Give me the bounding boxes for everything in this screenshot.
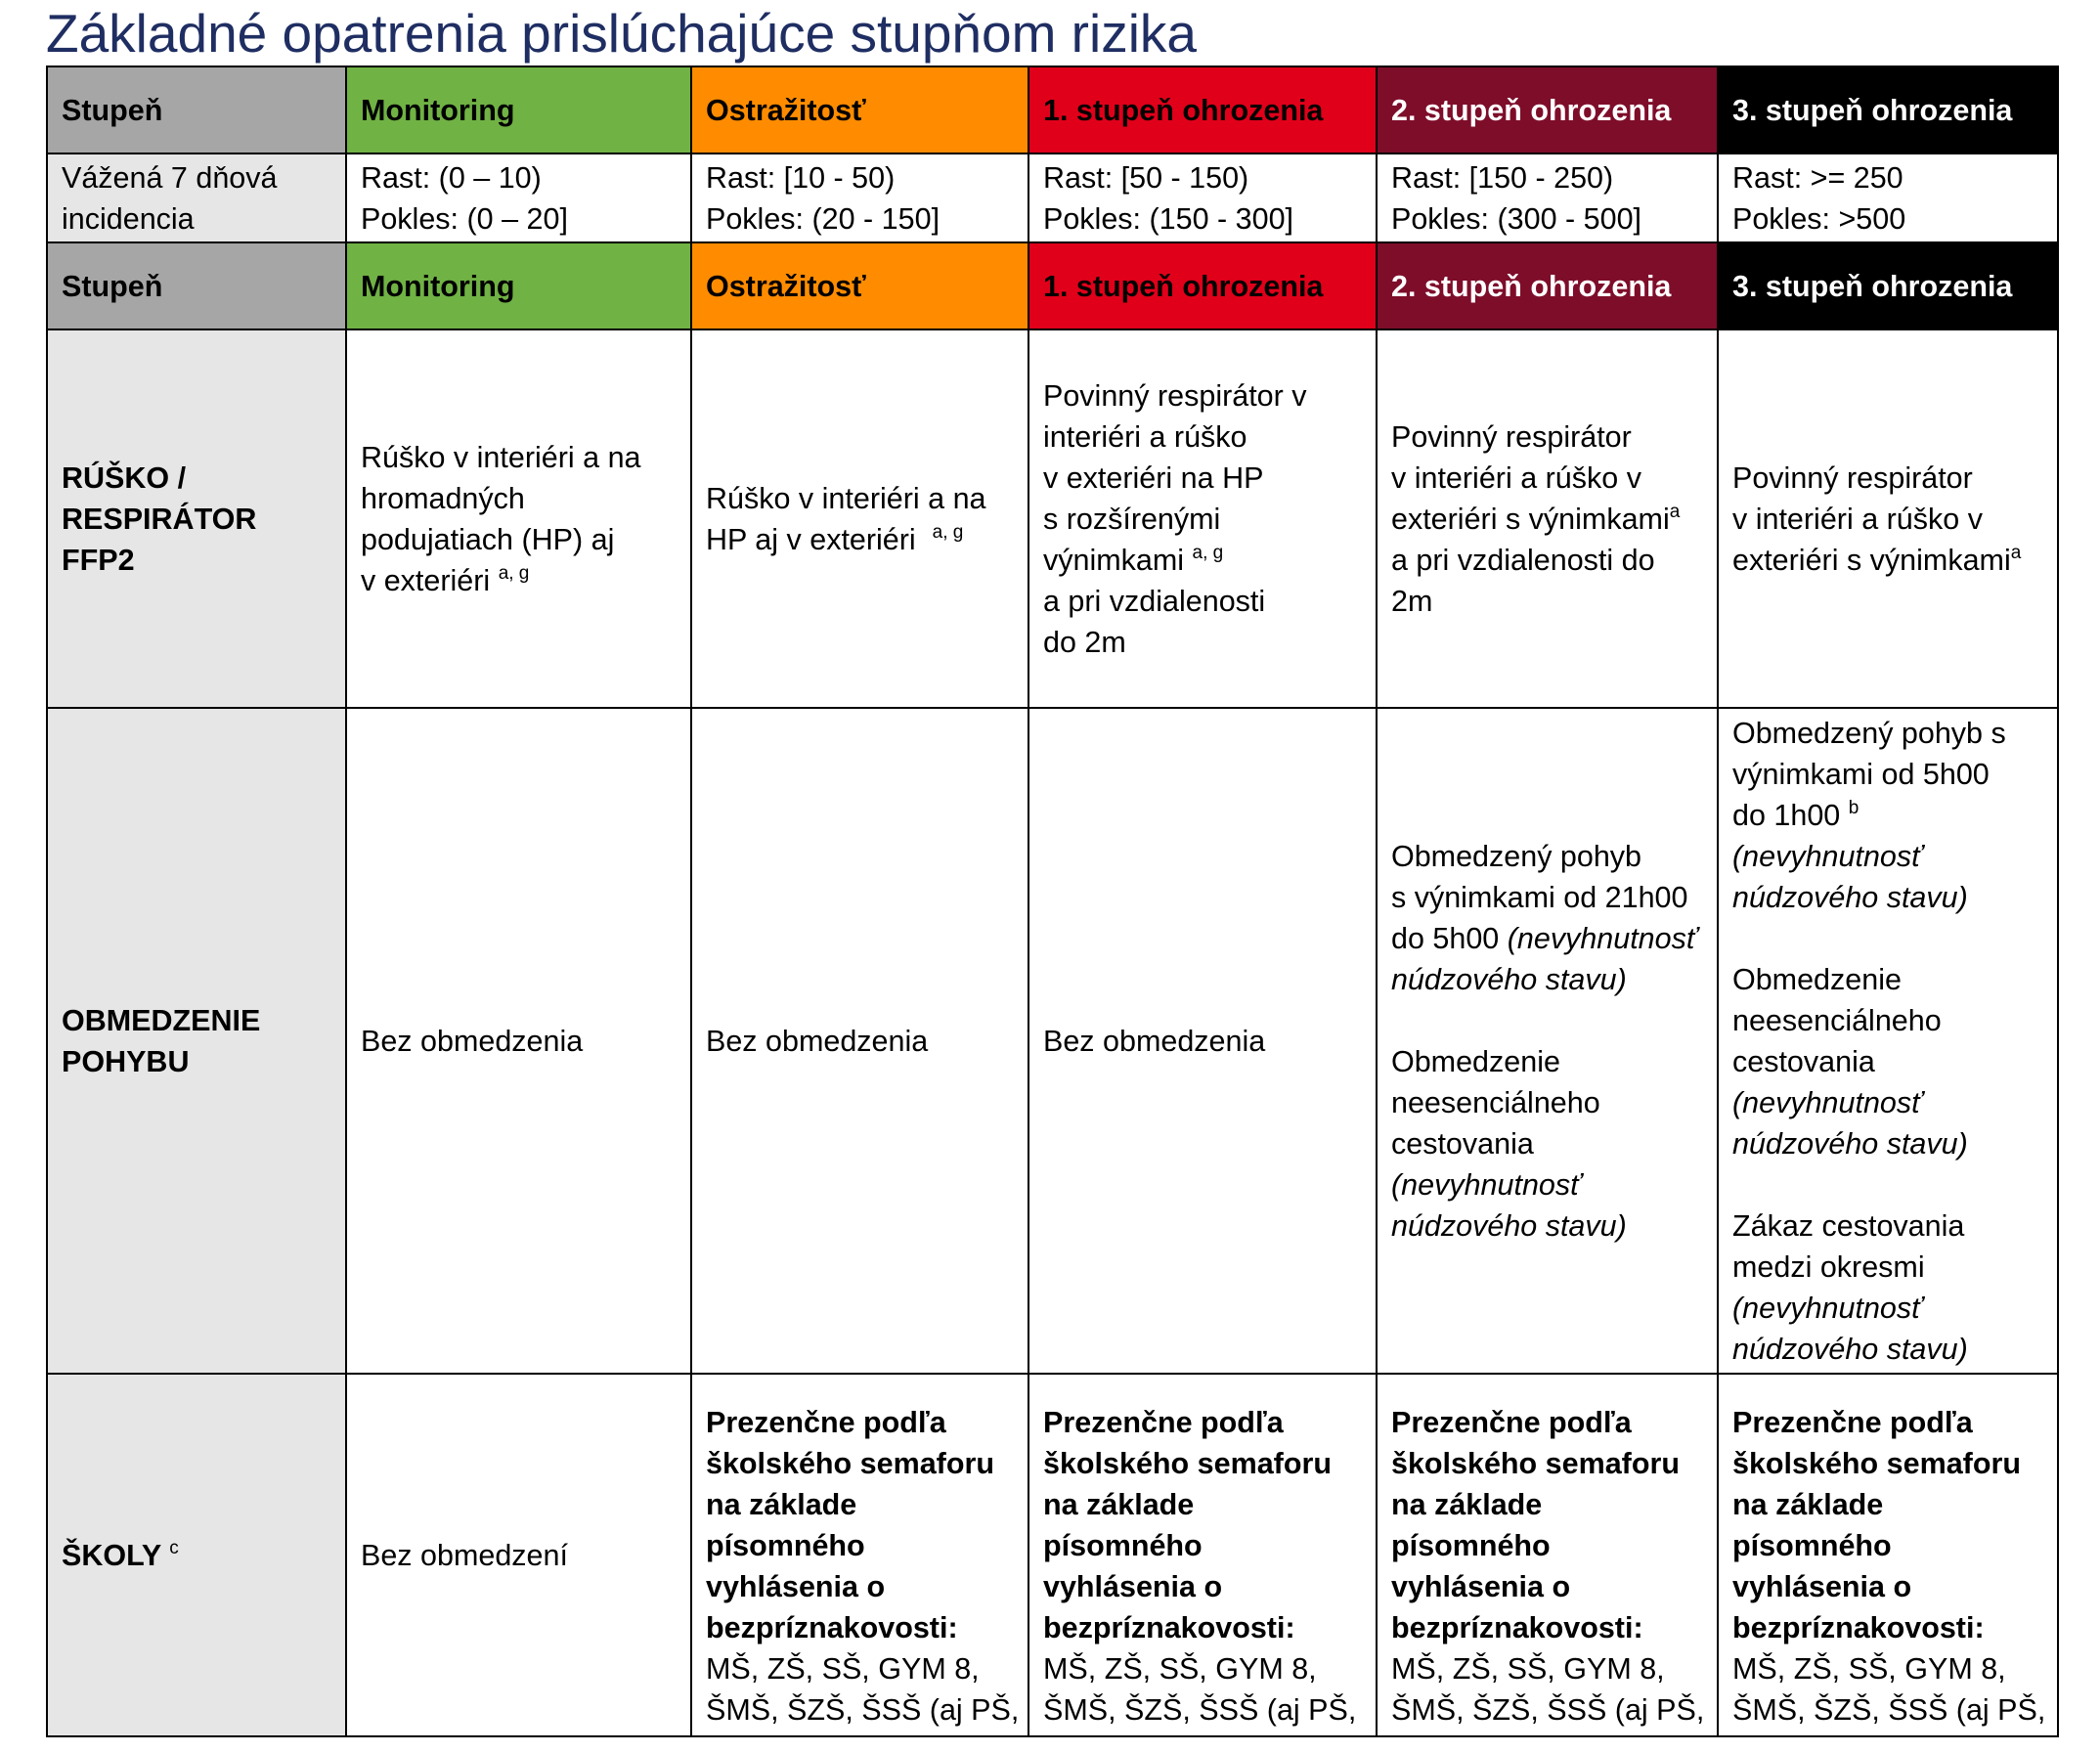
- incidence-rast: Rast: [150 - 250): [1391, 160, 1614, 195]
- text-line: v interiéri a rúško v: [1391, 460, 1641, 495]
- incidence-pokles: Pokles: >500: [1732, 201, 1906, 236]
- skoly-level-2: [1377, 1374, 1718, 1736]
- footnote-ref: a, g: [1192, 542, 1224, 563]
- text-line-bold: bezpríznakovosti:: [1391, 1611, 1643, 1644]
- text-line: Obmedzenie: [1391, 1044, 1560, 1078]
- text-line: podujatiach (HP) aj: [361, 522, 615, 556]
- text-line-italic: (nevyhnutnosť: [1391, 1167, 1581, 1202]
- text-line-bold: školského semaforu: [706, 1447, 994, 1480]
- text-line-italic: (nevyhnutnosť: [1732, 839, 1922, 873]
- text-line: interiéri a rúško: [1043, 419, 1247, 454]
- text-line: hromadných: [361, 481, 525, 515]
- text-line: HP aj v exteriéri: [706, 522, 916, 556]
- text-line: exteriéri s výnimkami: [1732, 543, 2011, 577]
- skoly-level-1: [1028, 1374, 1377, 1736]
- pohyb-level-3: [1718, 708, 2058, 1374]
- text-line-bold: bezpríznakovosti:: [1043, 1611, 1295, 1644]
- rusko-ostrazitost: [691, 329, 1028, 708]
- text-line: výnimkami: [1043, 543, 1185, 577]
- pohyb-monitoring: Bez obmedzenia: [346, 708, 691, 1374]
- text-line: MŠ, ZŠ, SŠ, GYM 8,: [1391, 1652, 1665, 1686]
- text-line-bold: bezpríznakovosti:: [706, 1611, 958, 1644]
- pohyb-label-line: OBMEDZENIE: [62, 1003, 261, 1037]
- text-line-italic: (nevyhnutnosť: [1732, 1085, 1922, 1119]
- text-line: Rúško v interiéri a na: [706, 481, 986, 515]
- text-line: v interiéri a rúško v: [1732, 502, 1983, 536]
- text-line-bold: Prezenčne podľa: [1732, 1406, 1973, 1439]
- text-line-bold: Prezenčne podľa: [1391, 1406, 1632, 1439]
- rusko-label-line: RESPIRÁTOR: [62, 502, 257, 536]
- pohyb-level-2: [1377, 708, 1718, 1374]
- pohyb-level-1: Bez obmedzenia: [1028, 708, 1377, 1374]
- text-line-bold: písomného: [1732, 1529, 1892, 1562]
- text-line: do 2m: [1043, 625, 1126, 659]
- header-level-1: 1. stupeň ohrozenia: [1028, 66, 1377, 153]
- incidence-pokles: Pokles: (150 - 300]: [1043, 201, 1294, 236]
- header-row: [47, 66, 2058, 153]
- text-line-bold: písomného: [1391, 1529, 1551, 1562]
- incidence-pokles: Pokles: (300 - 500]: [1391, 201, 1642, 236]
- rusko-label-line: RÚŠKO /: [62, 460, 187, 495]
- header-level-2: 2. stupeň ohrozenia: [1377, 242, 1718, 329]
- text-line: Obmedzenie: [1732, 962, 1902, 996]
- text-line: výnimkami od 5h00: [1732, 757, 1990, 791]
- footnote-ref: a: [2010, 542, 2022, 563]
- header-level-3: 3. stupeň ohrozenia: [1718, 66, 2058, 153]
- incidence-label-line: Vážená 7 dňová: [62, 160, 278, 195]
- pohyb-ostrazitost: Bez obmedzenia: [691, 708, 1028, 1374]
- text-line-bold: vyhlásenia o: [1043, 1570, 1223, 1603]
- footnote-ref: a, g: [498, 562, 530, 584]
- text-line: ŠMŠ, ŠZŠ, ŠSŠ (aj PŠ,: [1391, 1693, 1705, 1727]
- rusko-label-line: FFP2: [62, 543, 135, 577]
- incidence-monitoring: [346, 153, 691, 242]
- text-line: medzi okresmi: [1732, 1249, 1925, 1284]
- header-ostrazitost: Ostražitosť: [691, 242, 1028, 329]
- rusko-level-3: [1718, 329, 2058, 708]
- text-line-italic: núdzového stavu): [1732, 1332, 1968, 1366]
- text-line: neesenciálneho: [1732, 1003, 1942, 1037]
- incidence-label-line: incidencia: [62, 201, 195, 236]
- text-line: MŠ, ZŠ, SŠ, GYM 8,: [1732, 1652, 2006, 1686]
- text-line: a pri vzdialenosti do: [1391, 543, 1655, 577]
- text-line: s výnimkami od 21h00: [1391, 880, 1688, 914]
- incidence-rast: Rast: (0 – 10): [361, 160, 542, 195]
- footnote-ref: c: [169, 1537, 179, 1558]
- text-line: s rozšírenými: [1043, 502, 1221, 536]
- rusko-label: [47, 329, 346, 708]
- header-level-1: 1. stupeň ohrozenia: [1028, 242, 1377, 329]
- text-line-bold: vyhlásenia o: [1391, 1570, 1571, 1603]
- text-line-bold: školského semaforu: [1732, 1447, 2021, 1480]
- text-line: v exteriéri: [361, 563, 491, 597]
- incidence-rast: Rast: >= 250: [1732, 160, 1903, 195]
- text-line: exteriéri s výnimkami: [1391, 502, 1670, 536]
- text-line: neesenciálneho: [1391, 1085, 1600, 1119]
- rusko-row: [47, 329, 2058, 708]
- text-line-bold: školského semaforu: [1391, 1447, 1680, 1480]
- text-line-italic: (nevyhnutnosť: [1732, 1291, 1922, 1325]
- text-line-bold: Prezenčne podľa: [1043, 1406, 1284, 1439]
- text-line: do 5h00: [1391, 921, 1500, 955]
- text-line: a pri vzdialenosti: [1043, 584, 1266, 618]
- text-line-bold: na základe: [706, 1488, 857, 1521]
- text-line-italic: núdzového stavu): [1391, 962, 1627, 996]
- text-line: Rúško v interiéri a na: [361, 440, 641, 474]
- rusko-level-1: [1028, 329, 1377, 708]
- footnote-ref: a, g: [932, 521, 964, 543]
- text-line: Povinný respirátor: [1732, 460, 1973, 495]
- rusko-level-2: [1377, 329, 1718, 708]
- text-line-bold: Prezenčne podľa: [706, 1406, 946, 1439]
- text-line: MŠ, ZŠ, SŠ, GYM 8,: [706, 1652, 980, 1686]
- text-line-italic: (nevyhnutnosť: [1507, 921, 1697, 955]
- text-line-bold: bezpríznakovosti:: [1732, 1611, 1985, 1644]
- text-line: 2m: [1391, 584, 1433, 618]
- header-ostrazitost: Ostražitosť: [691, 66, 1028, 153]
- footnote-ref: b: [1848, 797, 1859, 818]
- text-line: Povinný respirátor: [1391, 419, 1632, 454]
- incidence-row: [47, 153, 2058, 242]
- pohyb-row: [47, 708, 2058, 1374]
- skoly-label: [47, 1374, 346, 1736]
- skoly-monitoring: Bez obmedzení: [346, 1374, 691, 1736]
- skoly-level-3: [1718, 1374, 2058, 1736]
- page-title: Základné opatrenia prislúchajúce stupňom rizika: [46, 3, 1198, 64]
- text-line: cestovania: [1391, 1126, 1534, 1161]
- text-line: do 1h00: [1732, 798, 1841, 832]
- skoly-label-text: ŠKOLY: [62, 1538, 161, 1572]
- header-level-3: 3. stupeň ohrozenia: [1718, 242, 2058, 329]
- incidence-level-1: [1028, 153, 1377, 242]
- text-line-bold: na základe: [1732, 1488, 1884, 1521]
- text-line: v exteriéri na HP: [1043, 460, 1264, 495]
- header-stupen: Stupeň: [47, 66, 346, 153]
- incidence-level-2: [1377, 153, 1718, 242]
- text-line: Obmedzený pohyb: [1391, 839, 1642, 873]
- incidence-pokles: Pokles: (0 – 20]: [361, 201, 568, 236]
- text-line-italic: núdzového stavu): [1732, 880, 1968, 914]
- text-line: ŠMŠ, ŠZŠ, ŠSŠ (aj PŠ,: [1732, 1693, 2046, 1727]
- text-line-bold: písomného: [1043, 1529, 1203, 1562]
- pohyb-label: [47, 708, 346, 1374]
- text-line-bold: školského semaforu: [1043, 1447, 1332, 1480]
- footnote-ref: a: [1669, 501, 1681, 522]
- incidence-level-3: [1718, 153, 2058, 242]
- incidence-pokles: Pokles: (20 - 150]: [706, 201, 941, 236]
- text-line-bold: písomného: [706, 1529, 865, 1562]
- pohyb-label-line: POHYBU: [62, 1044, 190, 1078]
- text-line: MŠ, ZŠ, SŠ, GYM 8,: [1043, 1652, 1317, 1686]
- skoly-row: [47, 1374, 2058, 1736]
- risk-measures-table: [46, 66, 2059, 1737]
- rusko-monitoring: [346, 329, 691, 708]
- header-row-repeat: [47, 242, 2058, 329]
- text-line: Povinný respirátor v: [1043, 378, 1307, 413]
- skoly-ostrazitost: [691, 1374, 1028, 1736]
- incidence-rast: Rast: [50 - 150): [1043, 160, 1249, 195]
- text-line-italic: núdzového stavu): [1391, 1208, 1627, 1243]
- text-line: ŠMŠ, ŠZŠ, ŠSŠ (aj PŠ,: [1043, 1693, 1357, 1727]
- text-line-bold: na základe: [1391, 1488, 1543, 1521]
- header-stupen: Stupeň: [47, 242, 346, 329]
- text-line: Zákaz cestovania: [1732, 1208, 1965, 1243]
- text-line: cestovania: [1732, 1044, 1875, 1078]
- incidence-ostrazitost: [691, 153, 1028, 242]
- header-monitoring: Monitoring: [346, 66, 691, 153]
- text-line-bold: vyhlásenia o: [706, 1570, 886, 1603]
- text-line-italic: núdzového stavu): [1732, 1126, 1968, 1161]
- text-line: ŠMŠ, ŠZŠ, ŠSŠ (aj PŠ,: [706, 1693, 1020, 1727]
- header-monitoring: Monitoring: [346, 242, 691, 329]
- text-line-bold: vyhlásenia o: [1732, 1570, 1912, 1603]
- text-line-bold: na základe: [1043, 1488, 1195, 1521]
- text-line: Obmedzený pohyb s: [1732, 716, 2006, 750]
- incidence-label: [47, 153, 346, 242]
- header-level-2: 2. stupeň ohrozenia: [1377, 66, 1718, 153]
- incidence-rast: Rast: [10 - 50): [706, 160, 896, 195]
